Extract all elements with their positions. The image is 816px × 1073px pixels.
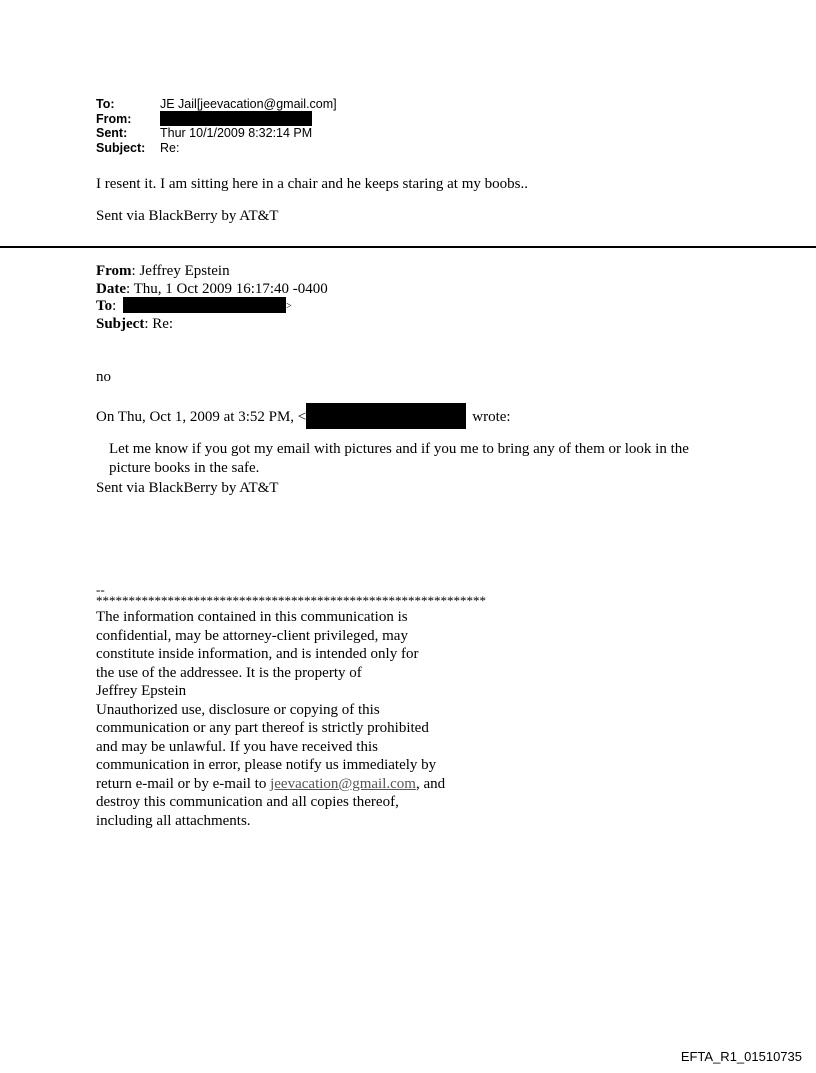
footer-line: and may be unlawful. If you have received this xyxy=(96,738,378,755)
inner-date-value: : Thu, 1 Oct 2009 16:17:40 -0400 xyxy=(126,280,328,297)
message-body: no xyxy=(96,369,111,385)
footer-line: the use of the addressee. It is the property of xyxy=(96,664,362,681)
inner-subject-value: : Re: xyxy=(144,315,174,332)
reply-signature: Sent via BlackBerry by AT&T xyxy=(96,208,279,224)
quote-intro-prefix: On Thu, Oct 1, 2009 at 3:52 PM, < xyxy=(96,409,307,425)
footer-line: confidential, may be attorney-client privileged, may xyxy=(96,627,408,644)
subject-value: Re: xyxy=(160,140,180,155)
sent-value: Thur 10/1/2009 8:32:14 PM xyxy=(160,126,313,140)
sent-row xyxy=(96,126,337,141)
inner-from-value: : Jeffrey Epstein xyxy=(131,263,230,279)
inner-from-label: From xyxy=(96,263,132,279)
footer-line: Unauthorized use, disclosure or copying of this xyxy=(96,701,380,718)
to-value: JE Jail[jeevacation@gmail.com] xyxy=(160,97,337,111)
footer-line: Jeffrey Epstein xyxy=(96,683,187,699)
inner-date-label: Date xyxy=(96,280,126,297)
footer-line: destroy this communication and all copies thereof, xyxy=(96,794,399,810)
to-row xyxy=(96,97,337,112)
footer-dashes: -- xyxy=(96,582,105,597)
subject-row xyxy=(96,141,337,156)
footer-line: communication or any part thereof is strictly prohibited xyxy=(96,720,429,736)
quoted-text: Let me know if you got my email with pictures and if you me to bring any of them or look in the picture books in the safe. xyxy=(109,441,689,476)
quoted-signature: Sent via BlackBerry by AT&T xyxy=(96,480,279,496)
redaction-block xyxy=(306,403,466,429)
inner-subject-row xyxy=(96,315,328,333)
footer-stars: ************************************************************ xyxy=(96,593,486,608)
inner-from-row xyxy=(96,262,328,280)
email-header-outer xyxy=(96,97,337,155)
quote-intro-suffix: wrote: xyxy=(472,409,511,425)
confidentiality-footer xyxy=(96,582,486,830)
separator-line xyxy=(0,246,816,248)
footer-return-prefix: return e-mail or by e-mail to xyxy=(96,775,271,792)
footer-line: The information contained in this communication is xyxy=(96,609,408,625)
footer-line: including all attachments. xyxy=(96,812,251,829)
footer-line: communication in error, please notify us immediately by xyxy=(96,757,437,773)
email-header-inner xyxy=(96,262,328,332)
redaction-block xyxy=(123,297,286,313)
inner-to-suffix: > xyxy=(286,301,292,312)
inner-date-row xyxy=(96,280,328,298)
email-link[interactable]: jeevacation@gmail.com xyxy=(270,775,416,792)
to-label: To: xyxy=(96,97,115,111)
bates-number: EFTA_R1_01510735 xyxy=(680,1049,802,1064)
sent-label: Sent: xyxy=(96,126,128,140)
footer-return-suffix: , and xyxy=(415,775,446,792)
inner-to-colon: : xyxy=(112,298,117,314)
reply-body: I resent it. I am sitting here in a chair and he keeps staring at my boobs.. xyxy=(96,176,528,192)
from-row xyxy=(96,112,337,127)
inner-to-row xyxy=(96,297,328,315)
footer-return-line xyxy=(96,775,486,794)
subject-label: Subject: xyxy=(96,140,146,155)
quote-intro xyxy=(96,403,511,429)
redaction-block xyxy=(160,111,312,126)
footer-line: constitute inside information, and is intended only for xyxy=(96,646,419,662)
inner-to-label: To xyxy=(96,298,113,314)
from-label: From: xyxy=(96,111,132,126)
inner-subject-label: Subject xyxy=(96,315,145,332)
